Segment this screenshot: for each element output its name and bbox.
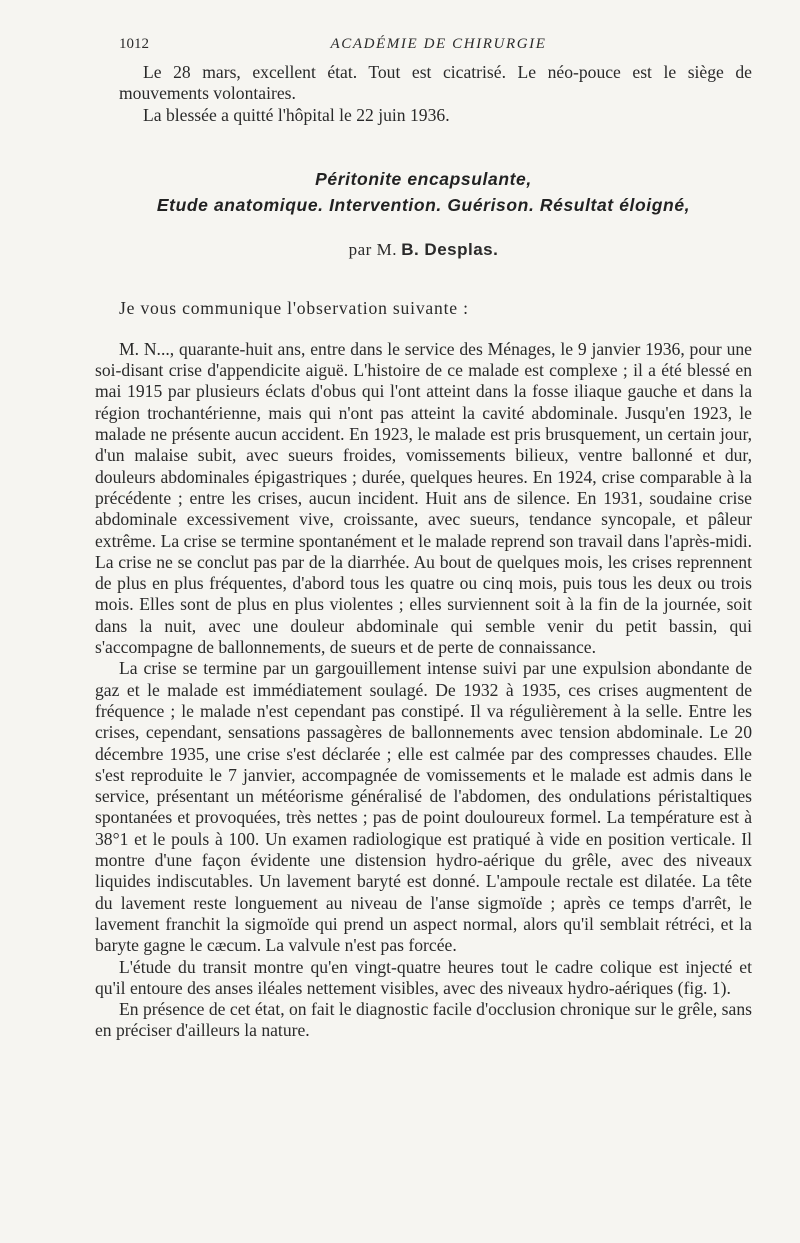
article-title-line-2: Etude anatomique. Intervention. Guérison. Résultat éloigné, [156, 194, 691, 215]
article-title-block [95, 166, 752, 260]
body-paragraph-2: La crise se termine par un gargouillement intense suivi par une expulsion abondante de gaz et le malade est immédiatement soulagé. De 1932 à 1935, ces crises augmentent de fréquence ; le malade n'est cependant pas constipé. Il va régulièrement à la selle. Entre les crises, cependant, sensations passagères de ballonnements avec tension abdominale. Le 20 décembre 1935, une crise s'est déclarée ; elle est calmée par des compresses chaudes. Elle s'est reproduite le 7 janvier, accompagnée de vomissements et le malade est admis dans le service, présentant un météorisme généralisé de l'abdomen, des ondulations péristaltiques spontanées et provoquées, très nettes ; pas de point douloureux formel. La température est à 38°1 et le pouls à 100. Un examen radiologique est pratiqué à vide en position verticale. Il montre d'une façon évidente une distension hydro-aérique du grêle, avec des niveaux liquides indiscutables. Un lavement baryté est donné. L'ampoule rectale est dilatée. La tête du lavement reste longuement au niveau de l'anse sigmoïde ; après ce temps d'arrêt, le lavement franchit la sigmoïde qui prend un aspect normal, alors qu'il semblait rétréci, et la baryte gagne le cæcum. La valvule n'est pas forcée. [95, 658, 752, 956]
article-title-line-1: Péritonite encapsulante, [315, 168, 532, 189]
page-number: 1012 [119, 36, 149, 52]
running-header [119, 36, 752, 62]
body-paragraph-4: En présence de cet état, on fait le diagnostic facile d'occlusion chronique sur le grêle, sans en préciser d'ailleurs la nature. [95, 999, 752, 1041]
intro-paragraph-2: La blessée a quitté l'hôpital le 22 juin 1936. [143, 104, 450, 125]
body-paragraph-3: L'étude du transit montre qu'en vingt-quatre heures tout le cadre colique est injecté et qu'il entoure des anses iléales nettement visibles, avec des niveaux hydro-aériques (fig. 1). [95, 956, 752, 998]
opening-sentence: Je vous communique l'observation suivante : [119, 297, 469, 318]
previous-article-ending [119, 62, 752, 126]
body-paragraph-1: M. N..., quarante-huit ans, entre dans le service des Ménages, le 9 janvier 1936, pour une soi-disant crise d'appendicite aiguë. L'histoire de ce malade est complexe ; il a été blessé en mai 1915 par plusieurs éclats d'obus qui l'ont atteint dans la fosse iliaque gauche et dans la région trochantérienne, mais qui n'ont pas atteint la cavité abdominale. Jusqu'en 1923, le malade ne présente aucun accident. En 1923, le malade est pris brusquement, un certain jour, d'un malaise subit, avec sueurs froides, vomissements bilieux, ventre ballonné et dur, douleurs abdominales épigastriques ; durée, quelques heures. En 1924, crise comparable à la précédente ; entre les crises, aucun incident. Huit ans de silence. En 1931, soudaine crise abdominale excessivement vive, croissante, avec sueurs, tendance syncopale, et pâleur extrême. La crise se termine spontanément et le malade reprend son travail dans l'après-midi. La crise ne se conclut pas par de la diarrhée. Au bout de quelques mois, les crises reprennent de plus en plus fréquentes, d'abord tous les quatre ou cinq mois, puis tous les deux ou trois mois. Elles sont de plus en plus violentes ; elles surviennent soit à la fin de la journée, soit dans la nuit, avec une douleur abdominale qui semble venir du petit bassin, qui s'accompagne de ballonnements, de sueurs et de perte de connaissance. [95, 338, 752, 658]
author-name: B. Desplas. [401, 239, 499, 259]
journal-title: ACADÉMIE DE CHIRURGIE [330, 36, 547, 52]
article-byline [95, 240, 752, 260]
article-body [95, 339, 752, 1042]
intro-paragraph-1: Le 28 mars, excellent état. Tout est cicatrisé. Le néo-pouce est le siège de mouvements volontaires. [119, 62, 752, 104]
byline-prefix: par M. [348, 239, 397, 259]
